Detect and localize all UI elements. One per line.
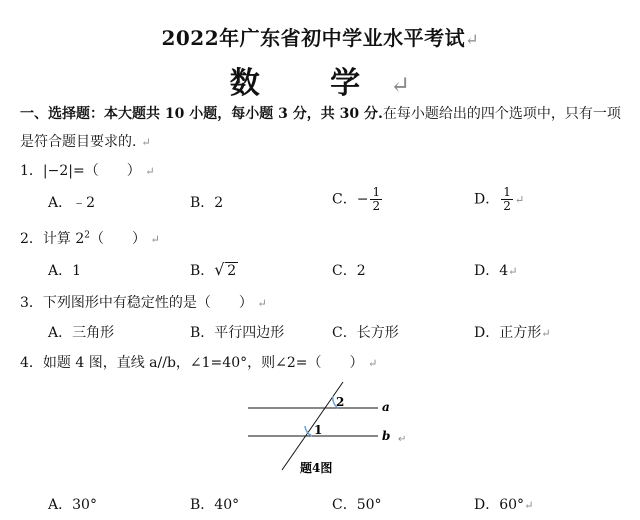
question-2-option-d: D．4↵ [474,263,518,279]
question-3-option-b: B．平行四边形 [190,325,285,341]
question-2-option-b: B． √ 2 [190,260,237,279]
section-instructions [20,100,630,157]
question-3-options [48,322,638,344]
question-2-options [48,260,638,282]
question-2-stem: 2．计算 $2^2$（ ） ↵ [20,230,160,247]
paragraph-mark: ↵ [398,434,407,445]
question-1-option-c: C．− $\frac{1}{2}$ [332,185,381,213]
parallel-lines-diagram [240,378,410,478]
question-1-option-d: D． $\frac{1}{2}$ ↵ [474,185,525,213]
fraction: $\frac{1}{2}$ [503,185,511,213]
question-4-option-a: A．30° [48,497,97,513]
question-2-option-a: A．1 [48,263,82,279]
exam-subject: 数 学↵ [229,66,411,101]
question-2-option-c: C．2 [332,263,366,279]
question-4-options [48,494,638,516]
line-a-label: a [382,400,390,414]
paragraph-mark: ↵ [508,265,518,278]
angle-2-label: 2 [336,395,345,409]
square-root: √ 2 [214,260,237,279]
paragraph-mark: ↵ [367,357,378,370]
question-3-option-d: D．正方形↵ [474,325,551,341]
paragraph-mark: ↵ [514,193,525,207]
paragraph-mark: ↵ [524,499,534,512]
question-3-stem: 3．下列图形中有稳定性的是（ ） ↵ [20,295,267,311]
question-4-option-c: C．50° [332,497,382,513]
question-1-option-a: A．﹣2 [48,195,96,211]
paragraph-mark: ↵ [145,165,155,178]
section-heading: 一、选择题：本大题共 10 小题，每小题 3 分，共 30 分. [20,106,383,122]
paragraph-mark: ↵ [141,136,151,149]
paragraph-mark: ↵ [257,297,267,310]
question-4-option-d: D．60°↵ [474,497,534,513]
question-3-option-c: C．长方形 [332,325,399,341]
exam-title: 2022年广东省初中学业水平考试↵ [161,26,479,50]
fraction: $\frac{1}{2}$ [372,185,381,213]
paragraph-mark: ↵ [150,233,160,246]
transversal-line [282,382,343,470]
question-4-figure [240,378,410,482]
question-1-option-b: B．2 [190,195,224,211]
question-1-options [48,185,638,214]
paragraph-mark: ↵ [541,327,551,340]
question-4-stem: 4．如题 4 图，直线 a//b，∠1=40°，则∠2=（ ） ↵ [20,355,378,371]
paragraph-mark: ↵ [465,30,479,49]
section-heading-rest: 在每小题给出的四个选项中，只有一项是符合题目要求的. [20,106,621,150]
angle-1-label: 1 [314,423,323,437]
paragraph-mark: ↵ [390,71,411,99]
question-1-stem: 1．|−2|=（ ） ↵ [20,163,155,179]
line-b-label: b [382,429,391,443]
question-4-option-b: B．40° [190,497,240,513]
figure-caption: 题4图 [300,461,333,475]
question-3-option-a: A．三角形 [48,325,115,341]
